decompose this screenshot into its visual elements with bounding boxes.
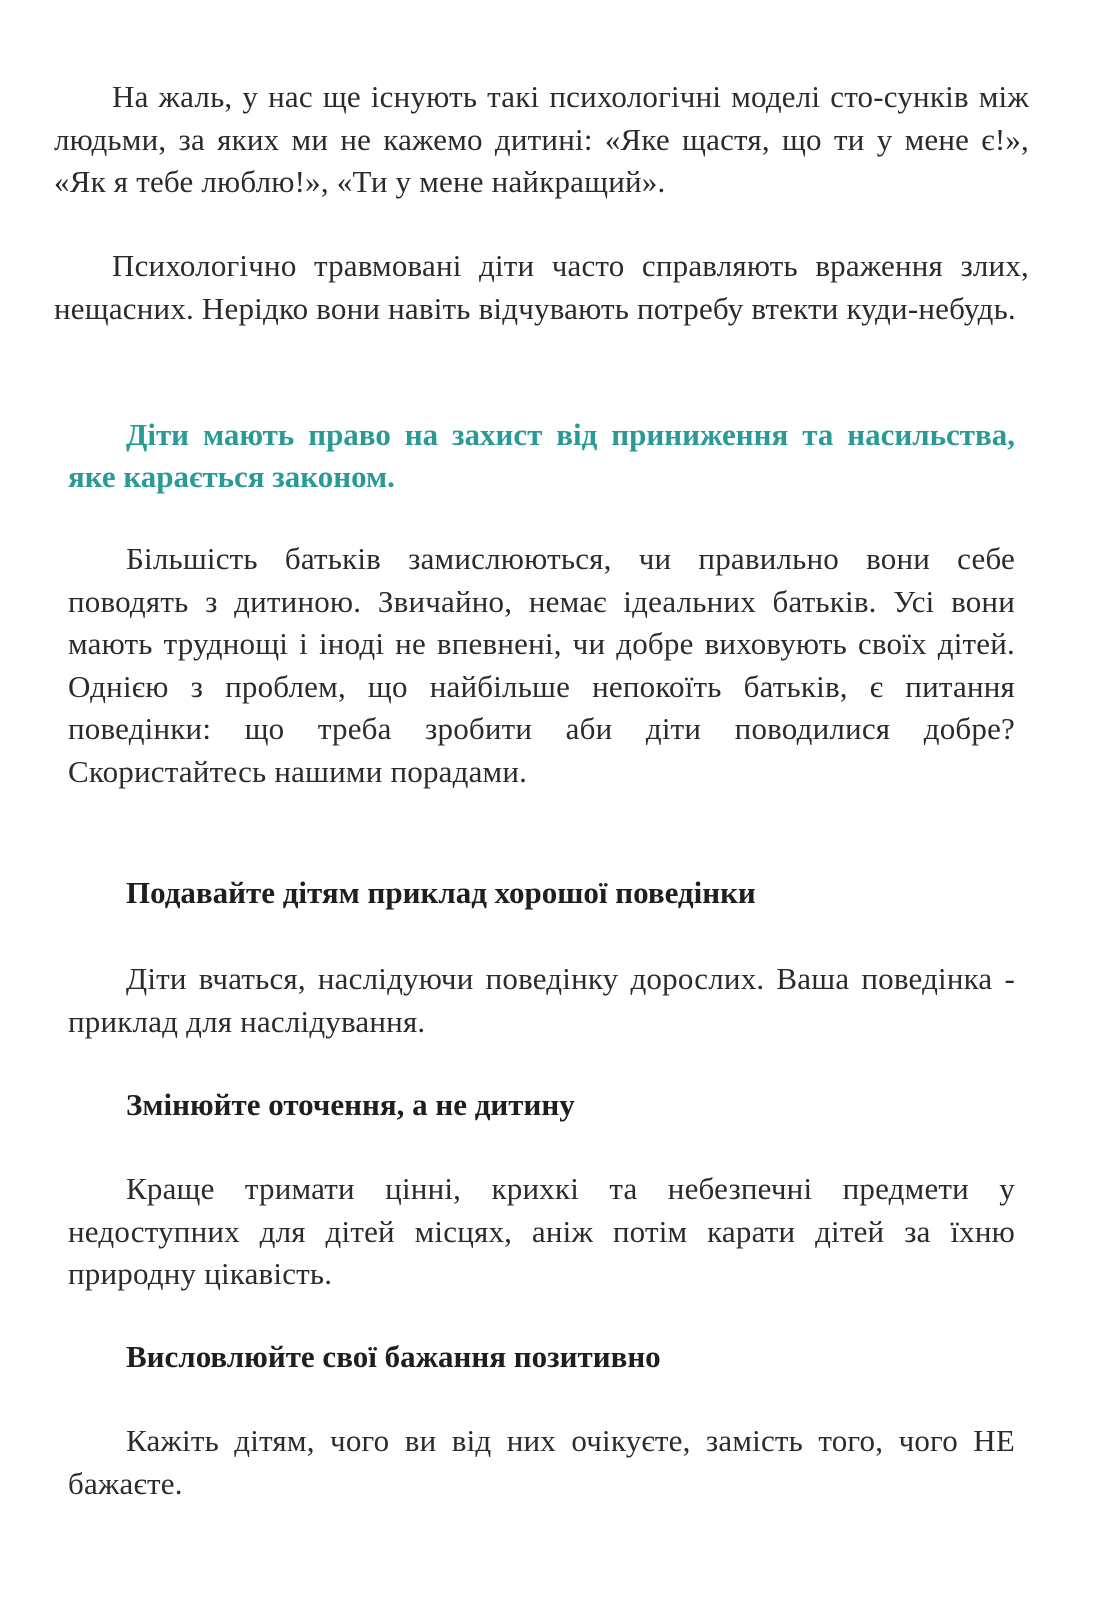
tip-heading-express-positively: Висловлюйте свої бажання позитивно — [126, 1339, 661, 1374]
paragraph-parents: Більшість батьків замислюються, чи правильно вони себе поводять з дитиною. Звичайно, немає ідеальних батьків. Усі вони мають труднощі і іноді не впевнені, чи добре виховують своїх дітей. Однією з проблем, що найбільше непокоїть батьків, є питання поведінки: що треба зробити аби діти поводилися добре? Скористайтесь нашими порадами. — [68, 541, 1015, 789]
tip-text-good-example: Діти вчаться, наслідуючи поведінку дорослих. Ваша поведінка - приклад для наслідування. — [68, 961, 1015, 1039]
tip-text-express-positively: Кажіть дітям, чого ви від них очікуєте, замість того, чого НЕ бажаєте. — [68, 1423, 1015, 1501]
paragraph-intro: На жаль, у нас ще існують такі психологічні моделі сто-сунків між людьми, за яких ми не кажемо дитині: «Яке щастя, що ти у мене є!», «Як я тебе люблю!», «Ти у мене найкращий». — [54, 79, 1029, 199]
tip-heading-change-environment: Змінюйте оточення, а не дитину — [126, 1087, 575, 1122]
tip-heading-good-example: Подавайте дітям приклад хорошої поведінки — [126, 875, 756, 910]
paragraph-traumatized-children: Психологічно травмовані діти часто справляють враження злих, нещасних. Нерідко вони навіть відчувають потребу втекти куди-небудь. — [54, 248, 1029, 326]
callout-children-rights: Діти мають право на захист від приниження та насильства, яке карається законом. — [68, 417, 1015, 494]
tip-text-change-environment: Краще тримати цінні, крихкі та небезпечні предмети у недоступних для дітей місцях, аніж потім карати дітей за їхню природну цікавість. — [68, 1171, 1015, 1291]
